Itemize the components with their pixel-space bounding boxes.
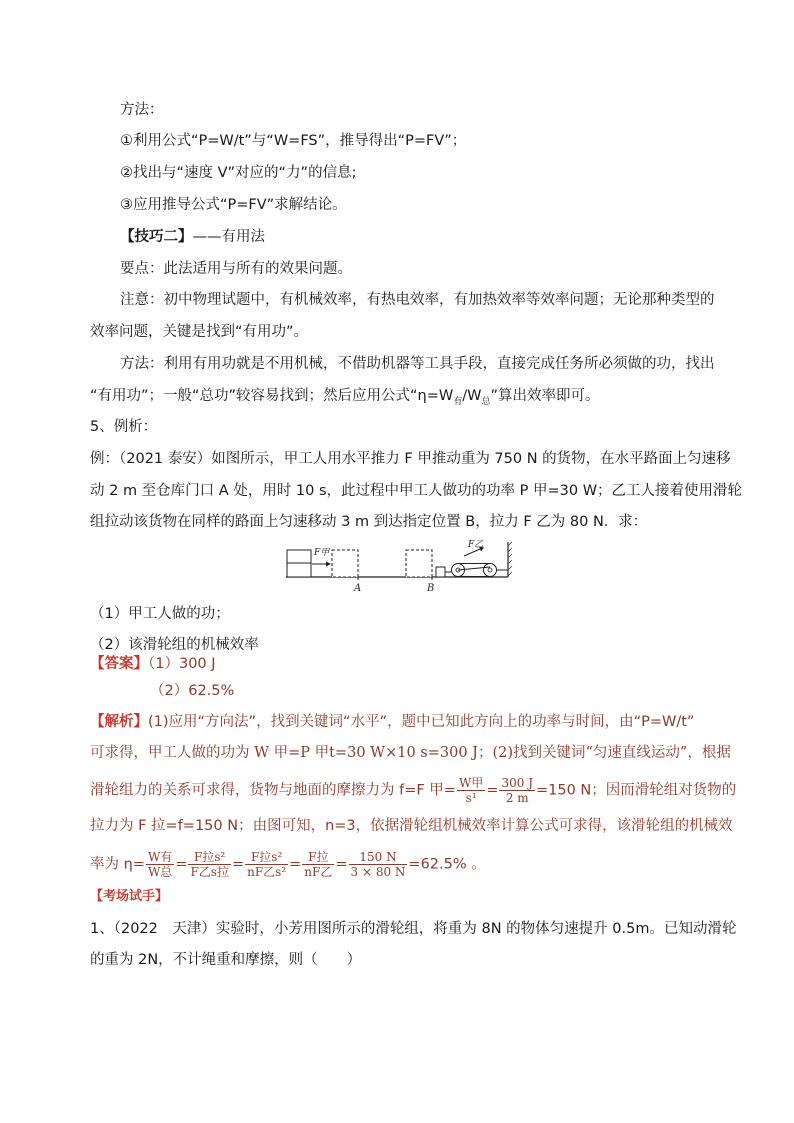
f-yi-arrow [464,549,480,556]
example-line-2: 动 2 m 至仓库门口 A 处，用时 10 s，此过程中甲工人做功的功率 P 甲=30 W；乙工人接着使用滑轮 [90,483,743,499]
analysis-line-3 [90,776,736,805]
wall-hatch [508,542,512,576]
method-step-3: ③应用推导公式“P=FV”求解结论。 [120,197,347,213]
analysis-l3a: 滑轮组力的关系可求得，货物与地面的摩擦力为 f=F 甲= [90,782,456,799]
tip2-heading [120,227,265,247]
frac-num: 300 J [501,776,533,790]
fraction-2 [188,850,231,879]
analysis-line-1 [90,712,694,732]
frac-num: F拉s² [245,850,288,865]
frac-den: 3 × 80 N [350,865,406,879]
cargo-box-a [332,550,358,577]
fraction-300j-over-2m [499,776,535,805]
analysis-l2b: W 甲=P 甲t=30 W×10 s=300 J；(2)找到关键词“匀速直线运动”，根据 [254,745,731,761]
frac-num: W有 [147,850,173,864]
pulley-cargo [436,567,445,577]
frac-den: W总 [147,865,173,879]
answer-2: （2）62.5% [150,683,235,699]
fraction-5 [349,850,408,879]
frac-den: 2 m [505,791,529,805]
frac-num: F拉 [302,850,334,865]
frac-num: W甲 [458,776,484,790]
eq-sign: = [486,782,499,799]
f-yi-label: F乙 [468,540,484,550]
fraction-4 [302,850,334,879]
method-title: 方法： [120,102,164,118]
fraction-w-over-s [457,776,485,805]
question-1: （1）甲工人做的功； [90,606,230,622]
example-line-3: 组拉动该货物在同样的路面上匀速移动 3 m 到达指定位置 B，拉力 F 乙为 80 N．求： [90,514,648,530]
point-a-label: A [354,583,362,594]
frac-den: s¹ [465,791,477,805]
analysis-l2a: 可求得，甲工人做的功为 [90,745,255,761]
exam-q1-line2: 的重为 2N，不计绳重和摩擦，则（ ） [90,952,362,968]
tip2-heading-rest: ——有用法 [192,229,265,245]
analysis-line-2 [90,743,731,763]
tip2-note-line1: 注意：初中物理试题中，有机械效率，有热电效率，有加热效率等效率问题；无论那种类型的 [120,292,715,308]
tip2-sub-zong: 总 [481,396,491,407]
tip2-method-line1: 方法：利用有用功就是不用机械，不借助机器等工具手段，直接完成任务所必须做的功，找出 [120,356,715,372]
cargo-box-top [287,550,311,563]
fraction-3 [245,850,288,879]
method-step-2: ②找出与“速度 V”对应的“力”的信息; [120,165,357,181]
frac-num: 150 N [349,850,408,865]
tip2-method-line2-c: ”算出效率即可。 [490,388,600,404]
exam-q1-line1: 1、（2022 天津）实验时，小芳用图所示的滑轮组，将重为 8N 的物体匀速提升 0.5m。已知动滑轮 [90,921,737,937]
frac-den: F乙s拉 [190,865,229,879]
example-line-1: 例：（2021 泰安）如图所示，甲工人用水平推力 F 甲推动重为 750 N 的货物，在水平路面上匀速移 [90,451,731,467]
analysis-l3b: =150 N；因而滑轮组对货物的 [536,782,737,799]
analysis-l1: (1)应用“方向法”，找到关键词“水平”，题中已知此方向上的功率与时间，由“P=W/t” [148,714,695,730]
frac-den: nF乙s² [247,865,287,879]
pulley-diagram [286,538,514,594]
frac-den: nF乙 [304,865,333,879]
tip2-note-line2: 效率问题，关键是找到“有用功”。 [90,324,309,340]
exam-tag: 【考场试手】 [90,889,169,904]
answer-1: （1）300 J [148,656,216,672]
f-jia-label: F甲 [314,548,330,558]
example-section-title: 5、例析： [90,419,158,435]
fraction-1 [146,850,174,879]
answer-tag: 【答案】 [90,656,148,672]
point-b-label: B [427,583,435,594]
analysis-line-4: 拉力为 F 拉=f=150 N；由图可知，n=3，依据滑轮组机械效率计算公式可求得，该滑轮组的机械效 [90,818,733,834]
tip2-point: 要点：此法适用与所有的效果问题。 [120,261,352,277]
cargo-box-start [287,563,311,577]
analysis-line-5: 率为 η= $\frac{\text{W有}}{\text{W总}}$ = $\frac{\text{F拉s²}}{\text{F乙s拉}}$ = $\frac{\text{F拉s²}}{\text{nF乙s²}}$ = $\frac{\text{F拉}}{\text{nF乙}}$ = $\frac{150 N}{3 \times 80 N}$ =62.5% 。 [90,850,486,879]
tip2-method-line2 [90,386,600,412]
f-jia-arrowhead [326,562,331,567]
question-2: （2）该滑轮组的机械效率 [90,637,259,653]
tip2-heading-bracket: 【技巧二】 [120,229,193,245]
tip2-method-line2-b: /W [462,388,482,404]
fixed-pulley-hub [488,568,492,572]
frac-num: F拉s² [188,850,231,865]
tip2-sub-you: 有 [453,396,463,407]
method-step-1: ①利用公式“P=W/t”与“W=FS”，推导得出“P=FV”； [120,133,467,149]
cargo-box-b [406,550,432,577]
analysis-l5a: 率为 η= [90,856,145,873]
analysis-l5b: =62.5% 。 [408,856,486,873]
tip2-method-line2-a: “有用功”；一般“总功”较容易找到；然后应用公式“η=W [90,388,454,404]
analysis-tag: 【解析】 [90,714,148,730]
answer-row-1 [90,654,216,674]
